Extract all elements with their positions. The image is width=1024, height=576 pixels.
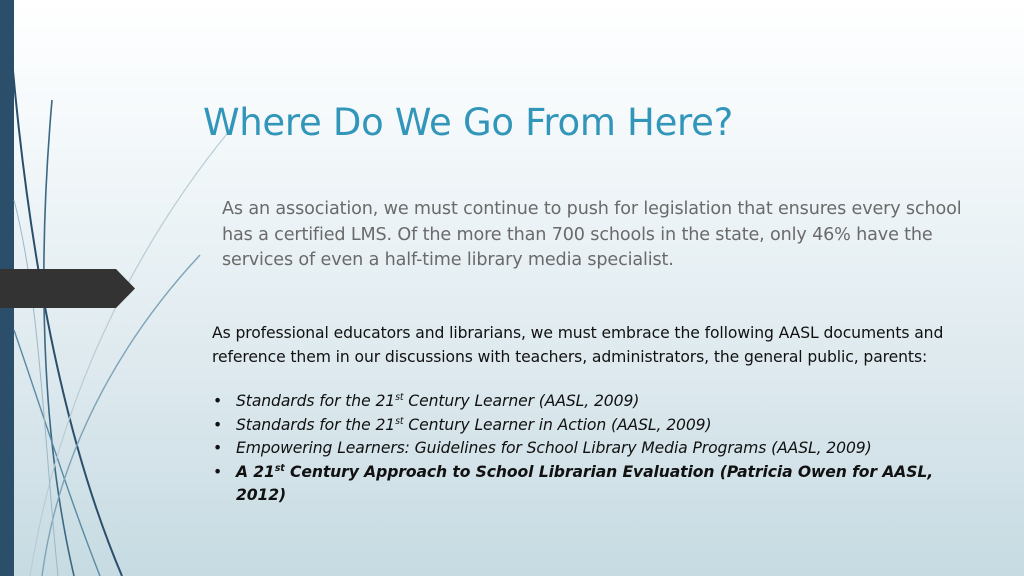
list-item	[212, 390, 936, 414]
bullet-icon: •	[213, 439, 223, 457]
ordinal-suffix: st	[395, 415, 404, 427]
bullet-icon: •	[213, 415, 223, 434]
list-item	[212, 414, 936, 438]
body-content	[212, 322, 972, 508]
document-title-part: Standards for the 21	[236, 415, 396, 434]
document-title-part: Standards for the 21	[236, 392, 396, 410]
deco-curve-1	[12, 60, 122, 576]
document-title-part: Century Learner in Action (AASL, 2009)	[403, 415, 712, 434]
intro-paragraph: As an association, we must continue to push for legislation that ensures every school has a certified LMS. Of the more than 700 schools in the state, only 46% have the services of even a half-time library media specialist.	[222, 199, 962, 270]
document-title-part: Empowering Learners: Guidelines for School Library Media Programs (AASL, 2009)	[236, 439, 872, 457]
document-list	[212, 390, 972, 508]
document-title-part: Century Approach to School Librarian Evaluation (Patricia Owen for AASL, 2012)	[236, 462, 934, 504]
ordinal-suffix: st	[395, 391, 404, 403]
body-intro-paragraph: As professional educators and librarians, we must embrace the following AASL documents and reference them in our discussions with teachers, administrators, the general public, parents:	[212, 324, 944, 366]
list-item	[212, 461, 936, 508]
list-item	[212, 437, 936, 461]
arrow-tab	[0, 269, 135, 308]
document-title-part: A 21	[236, 462, 275, 481]
slide-title: Where Do We Go From Here?	[203, 101, 733, 144]
deco-curve-2	[44, 100, 74, 576]
ordinal-suffix: st	[274, 462, 285, 474]
document-title-part: Century Learner (AASL, 2009)	[403, 392, 640, 410]
bullet-icon: •	[213, 462, 223, 481]
bullet-icon: •	[213, 392, 223, 410]
